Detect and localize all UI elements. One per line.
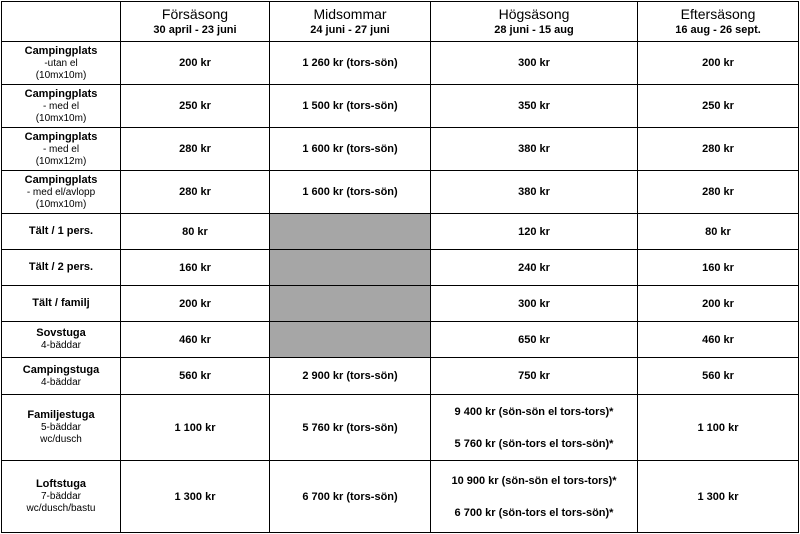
row-label xyxy=(2,395,121,461)
price-cell: 280 kr xyxy=(638,171,799,214)
price-cell: 200 kr xyxy=(638,42,799,85)
table-row xyxy=(2,128,799,171)
price-cell: 460 kr xyxy=(121,322,270,358)
row-subtext: (10mx12m) xyxy=(35,155,87,167)
row-label xyxy=(2,286,121,322)
table-row xyxy=(2,358,799,395)
unavailable-cell xyxy=(270,322,431,358)
price-cell-multi xyxy=(431,461,638,533)
season-header xyxy=(638,2,799,42)
price-cell: 1 100 kr xyxy=(638,395,799,461)
row-label xyxy=(2,250,121,286)
price-cell: 380 kr xyxy=(431,171,638,214)
price-cell: 200 kr xyxy=(638,286,799,322)
row-subtext: 4-bäddar xyxy=(40,340,82,351)
price-cell: 350 kr xyxy=(431,85,638,128)
price-cell: 240 kr xyxy=(431,250,638,286)
price-cell: 300 kr xyxy=(431,42,638,85)
row-name: Campingstuga xyxy=(22,363,100,376)
row-subtext: 7-bäddar xyxy=(40,491,82,502)
price-cell: 80 kr xyxy=(638,214,799,250)
row-name: Tält / 2 pers. xyxy=(28,261,94,273)
row-subtext: 4-bäddar xyxy=(40,376,82,388)
price-cell: 560 kr xyxy=(121,358,270,395)
row-subtext: - med el xyxy=(42,143,80,155)
price-line: 6 700 kr (sön-tors el tors-sön)* xyxy=(454,506,614,519)
price-cell: 380 kr xyxy=(431,128,638,171)
price-cell: 1 600 kr (tors-sön) xyxy=(270,128,431,171)
row-label xyxy=(2,358,121,395)
row-label xyxy=(2,214,121,250)
price-cell: 280 kr xyxy=(638,128,799,171)
unavailable-cell xyxy=(270,250,431,286)
price-cell: 6 700 kr (tors-sön) xyxy=(270,461,431,533)
price-cell: 460 kr xyxy=(638,322,799,358)
table-row xyxy=(2,322,799,358)
price-line: 9 400 kr (sön-sön el tors-tors)* xyxy=(454,405,614,418)
season-header xyxy=(121,2,270,42)
price-cell: 2 900 kr (tors-sön) xyxy=(270,358,431,395)
row-label xyxy=(2,128,121,171)
price-cell: 250 kr xyxy=(121,85,270,128)
season-dates: 16 aug - 26 sept. xyxy=(675,23,761,36)
table-row xyxy=(2,461,799,533)
price-cell: 1 100 kr xyxy=(121,395,270,461)
row-label xyxy=(2,461,121,533)
price-cell: 80 kr xyxy=(121,214,270,250)
price-line: 10 900 kr (sön-sön el tors-tors)* xyxy=(451,474,617,487)
season-name: Eftersäsong xyxy=(680,5,756,22)
table-row xyxy=(2,286,799,322)
price-cell: 280 kr xyxy=(121,128,270,171)
season-header xyxy=(431,2,638,42)
price-cell: 1 300 kr xyxy=(638,461,799,533)
season-dates: 30 april - 23 juni xyxy=(153,23,237,36)
row-subtext: (10mx10m) xyxy=(35,112,87,124)
row-subtext: -utan el xyxy=(44,57,78,69)
row-label xyxy=(2,322,121,358)
row-name: Campingplats xyxy=(24,87,98,100)
season-name: Midsommar xyxy=(313,5,387,22)
row-subtext: - med el/avlopp xyxy=(26,186,96,198)
row-name: Campingplats xyxy=(24,130,98,143)
price-cell: 200 kr xyxy=(121,286,270,322)
season-dates: 28 juni - 15 aug xyxy=(494,23,574,36)
row-label xyxy=(2,85,121,128)
row-name: Tält / familj xyxy=(32,297,90,309)
season-dates: 24 juni - 27 juni xyxy=(310,23,390,36)
table-row xyxy=(2,42,799,85)
row-subtext: wc/dusch xyxy=(40,434,82,445)
row-name: Campingplats xyxy=(24,44,98,57)
price-cell: 1 500 kr (tors-sön) xyxy=(270,85,431,128)
row-subtext: 5-bäddar xyxy=(40,422,82,433)
season-name: Försäsong xyxy=(161,5,229,22)
price-cell: 280 kr xyxy=(121,171,270,214)
price-cell: 160 kr xyxy=(638,250,799,286)
unavailable-cell xyxy=(270,214,431,250)
price-cell: 750 kr xyxy=(431,358,638,395)
row-name: Campingplats xyxy=(24,173,98,186)
price-cell: 650 kr xyxy=(431,322,638,358)
table-row xyxy=(2,395,799,461)
row-label xyxy=(2,171,121,214)
table-row xyxy=(2,250,799,286)
price-cell: 1 300 kr xyxy=(121,461,270,533)
row-subtext: wc/dusch/bastu xyxy=(26,503,96,514)
price-cell: 300 kr xyxy=(431,286,638,322)
row-name: Sovstuga xyxy=(36,327,86,339)
header-row xyxy=(2,2,799,42)
row-subtext: (10mx10m) xyxy=(35,198,87,210)
price-cell: 5 760 kr (tors-sön) xyxy=(270,395,431,461)
corner-cell xyxy=(2,2,121,42)
price-cell: 120 kr xyxy=(431,214,638,250)
price-cell: 160 kr xyxy=(121,250,270,286)
row-name: Familjestuga xyxy=(27,409,95,421)
season-name: Högsäsong xyxy=(498,5,570,22)
price-cell-multi xyxy=(431,395,638,461)
price-cell: 560 kr xyxy=(638,358,799,395)
price-table xyxy=(1,1,799,533)
season-header xyxy=(270,2,431,42)
price-cell: 250 kr xyxy=(638,85,799,128)
price-cell: 1 600 kr (tors-sön) xyxy=(270,171,431,214)
price-cell: 1 260 kr (tors-sön) xyxy=(270,42,431,85)
row-label xyxy=(2,42,121,85)
row-name: Loftstuga xyxy=(35,478,87,490)
table-row xyxy=(2,85,799,128)
row-subtext: (10mx10m) xyxy=(35,69,87,81)
table-row xyxy=(2,171,799,214)
price-line: 5 760 kr (sön-tors el tors-sön)* xyxy=(454,437,614,450)
price-cell: 200 kr xyxy=(121,42,270,85)
table-row xyxy=(2,214,799,250)
row-subtext: - med el xyxy=(42,100,80,112)
unavailable-cell xyxy=(270,286,431,322)
row-name: Tält / 1 pers. xyxy=(28,225,94,237)
